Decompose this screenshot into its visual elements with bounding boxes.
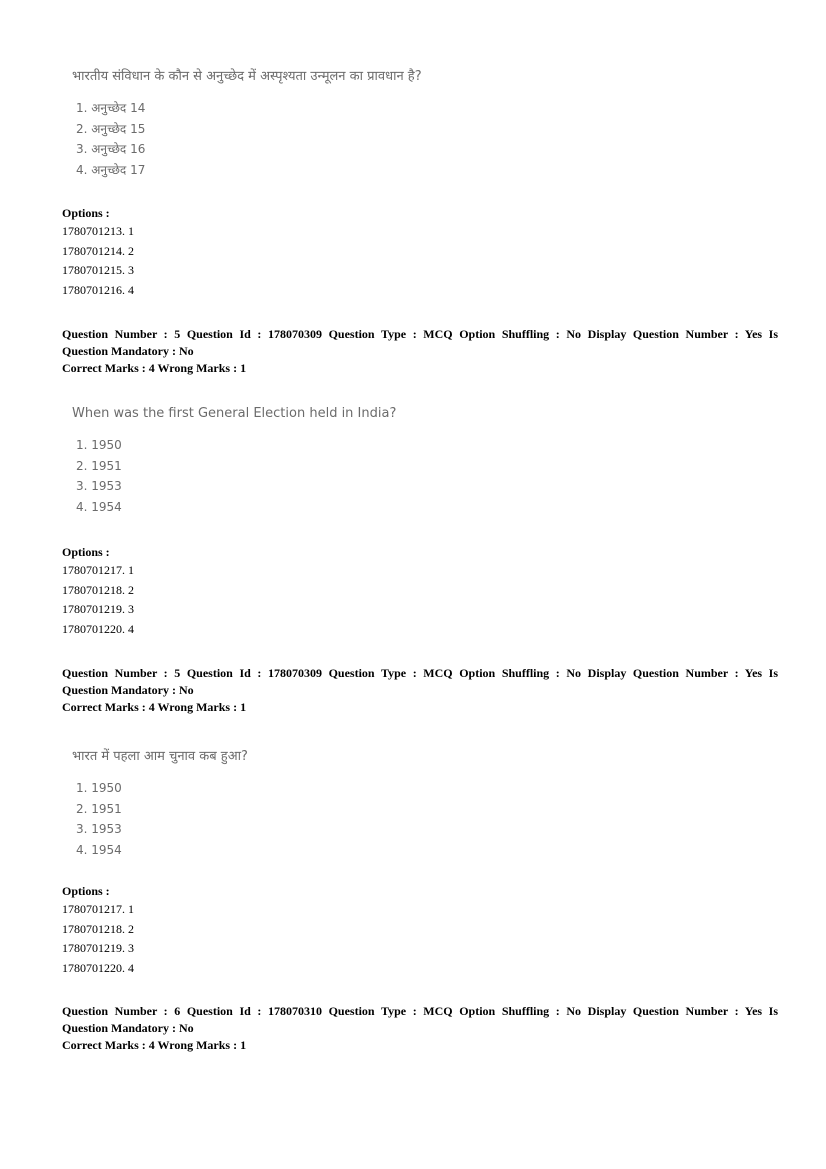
meta-marks: Correct Marks : 4 Wrong Marks : 1	[62, 700, 247, 714]
question-text: भारतीय संविधान के कौन से अनुच्छेद में अस्पृश्यता उन्मूलन का प्रावधान है?	[72, 69, 422, 84]
options-block	[62, 543, 134, 639]
option-row: 1780701217. 1	[62, 902, 134, 916]
choice-list	[72, 98, 422, 180]
option-row: 1780701220. 4	[62, 621, 134, 636]
option-row: 1780701215. 3	[62, 263, 134, 277]
meta-line: Question Mandatory : No	[62, 344, 194, 358]
option-row: 1780701220. 4	[62, 960, 134, 975]
options-block	[62, 882, 134, 978]
question-meta	[62, 1003, 778, 1054]
choice-item: 2. अनुच्छेद 15	[76, 121, 146, 136]
meta-line: Question Number : 6 Question Id : 178070310 Question Type : MCQ Option Shuffling : No Display Question Number : Yes Is	[62, 1004, 778, 1018]
meta-line: Question Number : 5 Question Id : 178070309 Question Type : MCQ Option Shuffling : No Display Question Number : Yes Is	[62, 666, 778, 680]
choice-item: 1. 1950	[76, 781, 122, 795]
option-row: 1780701219. 3	[62, 941, 134, 955]
choice-item: 4. 1954	[76, 842, 122, 857]
meta-line: Question Number : 5 Question Id : 178070309 Question Type : MCQ Option Shuffling : No Display Question Number : Yes Is	[62, 327, 778, 341]
option-row: 1780701218. 2	[62, 921, 134, 936]
choice-item: 3. अनुच्छेद 16	[76, 142, 146, 156]
choice-item: 1. 1950	[76, 438, 122, 452]
option-row: 1780701217. 1	[62, 563, 134, 577]
question-image-q5-hindi	[72, 746, 248, 860]
option-row: 1780701213. 1	[62, 224, 134, 238]
meta-line: Question Mandatory : No	[62, 683, 194, 697]
meta-line: Question Mandatory : No	[62, 1021, 194, 1035]
question-meta	[62, 326, 778, 377]
option-row: 1780701216. 4	[62, 282, 134, 297]
options-label: Options :	[62, 545, 110, 559]
choice-item: 3. 1953	[76, 479, 122, 493]
choice-item: 3. 1953	[76, 822, 122, 836]
question-image-q5-english	[72, 406, 396, 517]
option-row: 1780701218. 2	[62, 582, 134, 597]
choice-item: 1. अनुच्छेद 14	[76, 101, 146, 115]
meta-marks: Correct Marks : 4 Wrong Marks : 1	[62, 361, 247, 375]
choice-list	[72, 435, 396, 517]
options-label: Options :	[62, 884, 110, 898]
question-image-q4-hindi	[72, 66, 422, 180]
meta-marks: Correct Marks : 4 Wrong Marks : 1	[62, 1038, 247, 1052]
choice-list	[72, 778, 248, 860]
question-text: भारत में पहला आम चुनाव कब हुआ?	[72, 749, 248, 764]
options-label: Options :	[62, 206, 110, 220]
question-text: When was the first General Election held in India?	[72, 406, 397, 421]
option-row: 1780701214. 2	[62, 243, 134, 258]
options-block	[62, 204, 134, 300]
question-meta	[62, 665, 778, 716]
choice-item: 2. 1951	[76, 801, 122, 816]
choice-item: 4. अनुच्छेद 17	[76, 162, 146, 177]
choice-item: 4. 1954	[76, 499, 122, 514]
option-row: 1780701219. 3	[62, 602, 134, 616]
choice-item: 2. 1951	[76, 458, 122, 473]
